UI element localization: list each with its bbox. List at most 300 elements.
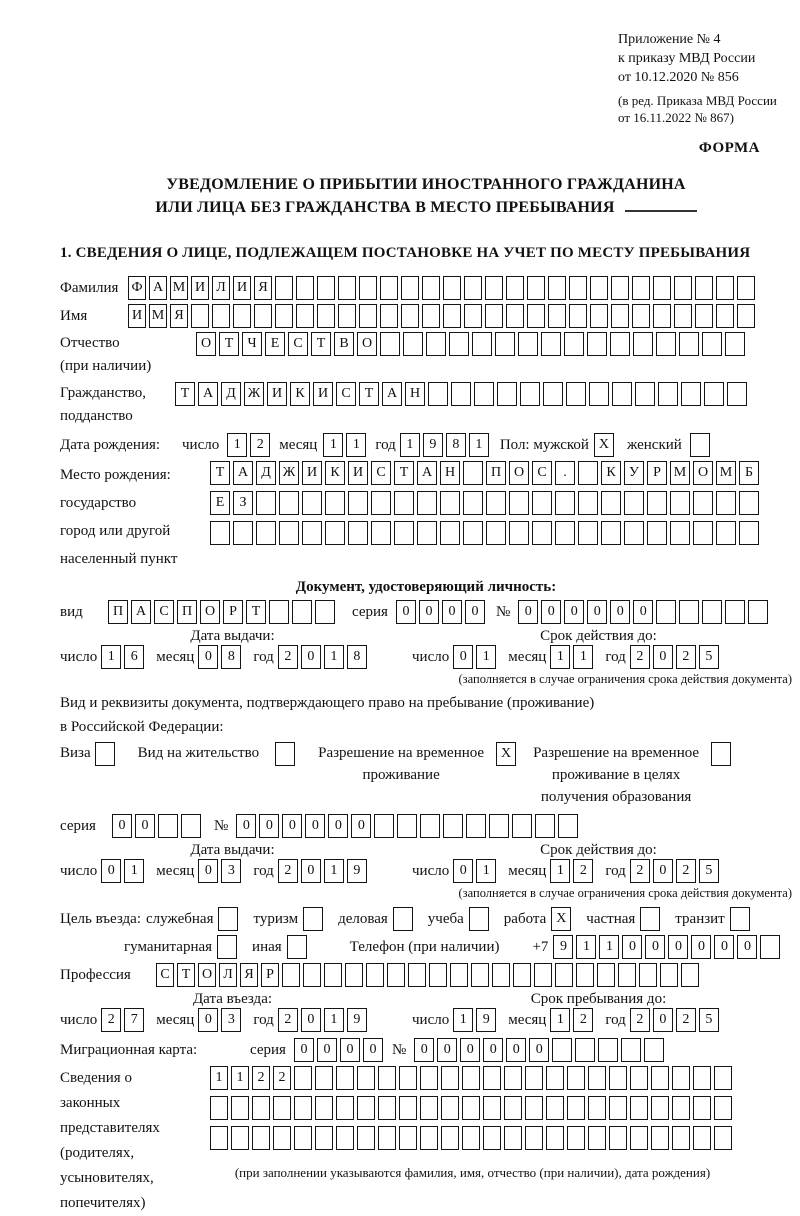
form-cell[interactable]: [727, 382, 747, 406]
work-checkbox[interactable]: [551, 907, 574, 931]
form-cell[interactable]: [474, 382, 494, 406]
form-cell[interactable]: 0: [653, 859, 673, 883]
doc-valid-month-cells[interactable]: [550, 645, 596, 669]
form-cell[interactable]: Ф: [128, 276, 146, 300]
form-cell[interactable]: 2: [676, 859, 696, 883]
form-cell[interactable]: [422, 304, 440, 328]
form-cell[interactable]: X: [594, 433, 614, 457]
form-cell[interactable]: [760, 935, 780, 959]
form-cell[interactable]: [588, 1126, 606, 1150]
form-cell[interactable]: [548, 304, 566, 328]
form-cell[interactable]: [357, 1096, 375, 1120]
form-cell[interactable]: [506, 276, 524, 300]
form-cell[interactable]: 0: [414, 1038, 434, 1062]
form-cell[interactable]: 9: [553, 935, 573, 959]
form-cell[interactable]: [674, 276, 692, 300]
doc-issue-day-cells[interactable]: [101, 645, 147, 669]
form-cell[interactable]: [601, 521, 621, 545]
form-cell[interactable]: [463, 521, 483, 545]
doc-issue-year-cells[interactable]: [278, 645, 370, 669]
form-cell[interactable]: [428, 382, 448, 406]
form-cell[interactable]: З: [233, 491, 253, 515]
form-cell[interactable]: 2: [573, 1008, 593, 1032]
form-cell[interactable]: [466, 814, 486, 838]
form-cell[interactable]: М: [670, 461, 690, 485]
form-cell[interactable]: Д: [256, 461, 276, 485]
form-cell[interactable]: [578, 461, 598, 485]
form-cell[interactable]: [693, 1066, 711, 1090]
form-cell[interactable]: [569, 276, 587, 300]
form-cell[interactable]: [693, 1126, 711, 1150]
form-cell[interactable]: [552, 1038, 572, 1062]
form-cell[interactable]: 0: [301, 1008, 321, 1032]
form-cell[interactable]: [317, 304, 335, 328]
form-cell[interactable]: [426, 332, 446, 356]
sex-female-checkbox[interactable]: [690, 433, 713, 457]
form-cell[interactable]: [399, 1066, 417, 1090]
form-cell[interactable]: [359, 276, 377, 300]
form-cell[interactable]: [504, 1126, 522, 1150]
form-cell[interactable]: М: [149, 304, 167, 328]
form-cell[interactable]: [647, 521, 667, 545]
mig-number-cells[interactable]: [414, 1038, 667, 1062]
form-cell[interactable]: [725, 600, 745, 624]
form-cell[interactable]: [588, 1066, 606, 1090]
form-cell[interactable]: [371, 521, 391, 545]
form-cell[interactable]: [394, 521, 414, 545]
form-cell[interactable]: Т: [246, 600, 266, 624]
form-cell[interactable]: 9: [347, 859, 367, 883]
form-cell[interactable]: 1: [346, 433, 366, 457]
form-cell[interactable]: [394, 491, 414, 515]
form-cell[interactable]: [483, 1126, 501, 1150]
form-cell[interactable]: А: [233, 461, 253, 485]
form-cell[interactable]: [315, 1096, 333, 1120]
form-cell[interactable]: [679, 600, 699, 624]
official-checkbox[interactable]: [218, 907, 241, 931]
form-cell[interactable]: [564, 332, 584, 356]
form-cell[interactable]: [231, 1096, 249, 1120]
form-cell[interactable]: [635, 382, 655, 406]
form-cell[interactable]: [273, 1096, 291, 1120]
visa-checkbox[interactable]: [95, 742, 118, 766]
form-cell[interactable]: 0: [340, 1038, 360, 1062]
mig-series-cells[interactable]: [294, 1038, 386, 1062]
form-cell[interactable]: И: [348, 461, 368, 485]
form-cell[interactable]: 1: [324, 1008, 344, 1032]
form-cell[interactable]: Л: [212, 276, 230, 300]
form-cell[interactable]: .: [555, 461, 575, 485]
form-cell[interactable]: 2: [278, 645, 298, 669]
form-cell[interactable]: [644, 1038, 664, 1062]
form-cell[interactable]: 0: [198, 859, 218, 883]
form-cell[interactable]: 2: [630, 1008, 650, 1032]
form-cell[interactable]: Р: [223, 600, 243, 624]
form-cell[interactable]: И: [302, 461, 322, 485]
form-cell[interactable]: [252, 1096, 270, 1120]
form-cell[interactable]: [420, 814, 440, 838]
form-cell[interactable]: К: [601, 461, 621, 485]
form-cell[interactable]: Т: [219, 332, 239, 356]
form-cell[interactable]: [441, 1096, 459, 1120]
humanitarian-checkbox[interactable]: [217, 935, 240, 959]
form-cell[interactable]: 0: [198, 645, 218, 669]
form-cell[interactable]: [518, 332, 538, 356]
form-cell[interactable]: С: [288, 332, 308, 356]
form-cell[interactable]: 8: [446, 433, 466, 457]
form-cell[interactable]: [624, 521, 644, 545]
representatives-cells-3[interactable]: [210, 1126, 735, 1150]
form-cell[interactable]: Т: [311, 332, 331, 356]
form-cell[interactable]: 1: [599, 935, 619, 959]
form-cell[interactable]: 0: [112, 814, 132, 838]
form-cell[interactable]: О: [509, 461, 529, 485]
form-cell[interactable]: [380, 304, 398, 328]
form-cell[interactable]: [378, 1096, 396, 1120]
other-checkbox[interactable]: [287, 935, 310, 959]
form-cell[interactable]: [647, 491, 667, 515]
form-cell[interactable]: [609, 1096, 627, 1120]
form-cell[interactable]: [483, 1096, 501, 1120]
form-cell[interactable]: 0: [541, 600, 561, 624]
stay-month-cells[interactable]: [550, 1008, 596, 1032]
form-cell[interactable]: [681, 963, 699, 987]
form-cell[interactable]: Я: [254, 276, 272, 300]
form-cell[interactable]: [317, 276, 335, 300]
form-cell[interactable]: [714, 1126, 732, 1150]
form-cell[interactable]: [325, 491, 345, 515]
form-cell[interactable]: [393, 907, 413, 931]
form-cell[interactable]: Р: [261, 963, 279, 987]
form-cell[interactable]: 1: [231, 1066, 249, 1090]
form-cell[interactable]: [210, 1126, 228, 1150]
form-cell[interactable]: 0: [714, 935, 734, 959]
form-cell[interactable]: 1: [323, 433, 343, 457]
form-cell[interactable]: [302, 491, 322, 515]
birth-place-cells-3[interactable]: [210, 521, 762, 545]
form-cell[interactable]: [504, 1096, 522, 1120]
permit-valid-month-cells[interactable]: [550, 859, 596, 883]
form-cell[interactable]: [275, 742, 295, 766]
form-cell[interactable]: [737, 304, 755, 328]
form-cell[interactable]: [609, 1066, 627, 1090]
form-cell[interactable]: 0: [691, 935, 711, 959]
form-cell[interactable]: [495, 332, 515, 356]
form-cell[interactable]: 1: [124, 859, 144, 883]
form-cell[interactable]: Я: [170, 304, 188, 328]
form-cell[interactable]: 1: [400, 433, 420, 457]
form-cell[interactable]: [632, 304, 650, 328]
form-cell[interactable]: [449, 332, 469, 356]
form-cell[interactable]: С: [371, 461, 391, 485]
doc-kind-cells[interactable]: [108, 600, 338, 624]
form-cell[interactable]: [512, 814, 532, 838]
form-cell[interactable]: [486, 491, 506, 515]
form-cell[interactable]: [597, 963, 615, 987]
form-cell[interactable]: [674, 304, 692, 328]
form-cell[interactable]: 2: [630, 859, 650, 883]
form-cell[interactable]: [489, 814, 509, 838]
form-cell[interactable]: 1: [550, 1008, 570, 1032]
form-cell[interactable]: [450, 963, 468, 987]
form-cell[interactable]: 5: [699, 645, 719, 669]
form-cell[interactable]: 2: [630, 645, 650, 669]
form-cell[interactable]: 0: [294, 1038, 314, 1062]
form-cell[interactable]: [338, 304, 356, 328]
form-cell[interactable]: [578, 521, 598, 545]
form-cell[interactable]: А: [198, 382, 218, 406]
form-cell[interactable]: 2: [273, 1066, 291, 1090]
form-cell[interactable]: С: [532, 461, 552, 485]
form-cell[interactable]: [575, 1038, 595, 1062]
form-cell[interactable]: 0: [529, 1038, 549, 1062]
form-cell[interactable]: 0: [101, 859, 121, 883]
form-cell[interactable]: [315, 1126, 333, 1150]
form-cell[interactable]: [612, 382, 632, 406]
form-cell[interactable]: [303, 963, 321, 987]
form-cell[interactable]: [273, 1126, 291, 1150]
form-cell[interactable]: [399, 1126, 417, 1150]
form-cell[interactable]: 5: [699, 1008, 719, 1032]
form-cell[interactable]: 9: [347, 1008, 367, 1032]
form-cell[interactable]: [672, 1096, 690, 1120]
given-name-cells[interactable]: [128, 304, 758, 328]
form-cell[interactable]: [578, 491, 598, 515]
tourism-checkbox[interactable]: [303, 907, 326, 931]
form-cell[interactable]: Я: [240, 963, 258, 987]
entry-month-cells[interactable]: [198, 1008, 244, 1032]
form-cell[interactable]: 1: [550, 859, 570, 883]
form-cell[interactable]: [695, 276, 713, 300]
form-cell[interactable]: [486, 521, 506, 545]
form-cell[interactable]: [587, 332, 607, 356]
form-cell[interactable]: Т: [394, 461, 414, 485]
form-cell[interactable]: [294, 1066, 312, 1090]
form-cell[interactable]: [420, 1126, 438, 1150]
form-cell[interactable]: [590, 304, 608, 328]
form-cell[interactable]: [279, 491, 299, 515]
form-cell[interactable]: [315, 1066, 333, 1090]
form-cell[interactable]: [716, 304, 734, 328]
form-cell[interactable]: 0: [442, 600, 462, 624]
form-cell[interactable]: [640, 907, 660, 931]
form-cell[interactable]: 0: [622, 935, 642, 959]
form-cell[interactable]: 0: [645, 935, 665, 959]
form-cell[interactable]: [212, 304, 230, 328]
form-cell[interactable]: У: [624, 461, 644, 485]
sex-male-checkbox[interactable]: [594, 433, 617, 457]
form-cell[interactable]: [256, 491, 276, 515]
form-cell[interactable]: [441, 1126, 459, 1150]
form-cell[interactable]: [336, 1096, 354, 1120]
form-cell[interactable]: [357, 1126, 375, 1150]
form-cell[interactable]: [548, 276, 566, 300]
form-cell[interactable]: [217, 935, 237, 959]
form-cell[interactable]: [630, 1096, 648, 1120]
form-cell[interactable]: [670, 491, 690, 515]
doc-number-cells[interactable]: [518, 600, 771, 624]
form-cell[interactable]: 1: [210, 1066, 228, 1090]
form-cell[interactable]: [543, 382, 563, 406]
form-cell[interactable]: 2: [676, 1008, 696, 1032]
form-cell[interactable]: [366, 963, 384, 987]
form-cell[interactable]: Д: [221, 382, 241, 406]
form-cell[interactable]: [397, 814, 417, 838]
form-cell[interactable]: И: [191, 276, 209, 300]
form-cell[interactable]: [541, 332, 561, 356]
form-cell[interactable]: [670, 521, 690, 545]
form-cell[interactable]: [725, 332, 745, 356]
form-cell[interactable]: [513, 963, 531, 987]
form-cell[interactable]: [633, 332, 653, 356]
form-cell[interactable]: [504, 1066, 522, 1090]
form-cell[interactable]: [658, 382, 678, 406]
transit-checkbox[interactable]: [730, 907, 753, 931]
form-cell[interactable]: [275, 276, 293, 300]
patronymic-cells[interactable]: [196, 332, 748, 356]
form-cell[interactable]: [325, 521, 345, 545]
form-cell[interactable]: [651, 1066, 669, 1090]
form-cell[interactable]: [387, 963, 405, 987]
form-cell[interactable]: [704, 382, 724, 406]
form-cell[interactable]: 3: [221, 1008, 241, 1032]
form-cell[interactable]: Н: [405, 382, 425, 406]
form-cell[interactable]: [422, 276, 440, 300]
permit-valid-day-cells[interactable]: [453, 859, 499, 883]
form-cell[interactable]: М: [170, 276, 188, 300]
form-cell[interactable]: [292, 600, 312, 624]
form-cell[interactable]: [492, 963, 510, 987]
form-cell[interactable]: [730, 907, 750, 931]
form-cell[interactable]: [653, 276, 671, 300]
form-cell[interactable]: [464, 304, 482, 328]
permit-issue-month-cells[interactable]: [198, 859, 244, 883]
residence-permit-checkbox[interactable]: [275, 742, 298, 766]
form-cell[interactable]: С: [156, 963, 174, 987]
form-cell[interactable]: [462, 1126, 480, 1150]
form-cell[interactable]: [233, 304, 251, 328]
form-cell[interactable]: [716, 276, 734, 300]
form-cell[interactable]: [463, 491, 483, 515]
form-cell[interactable]: [624, 491, 644, 515]
form-cell[interactable]: [294, 1096, 312, 1120]
form-cell[interactable]: [378, 1126, 396, 1150]
citizenship-cells[interactable]: [175, 382, 750, 406]
form-cell[interactable]: [357, 1066, 375, 1090]
form-cell[interactable]: [609, 1126, 627, 1150]
form-cell[interactable]: [693, 1096, 711, 1120]
form-cell[interactable]: Ч: [242, 332, 262, 356]
form-cell[interactable]: [693, 521, 713, 545]
form-cell[interactable]: [282, 963, 300, 987]
form-cell[interactable]: [632, 276, 650, 300]
form-cell[interactable]: [359, 304, 377, 328]
form-cell[interactable]: 5: [699, 859, 719, 883]
form-cell[interactable]: Ж: [244, 382, 264, 406]
form-cell[interactable]: 0: [328, 814, 348, 838]
doc-series-cells[interactable]: [396, 600, 488, 624]
form-cell[interactable]: [408, 963, 426, 987]
form-cell[interactable]: 1: [576, 935, 596, 959]
form-cell[interactable]: [525, 1096, 543, 1120]
form-cell[interactable]: [497, 382, 517, 406]
form-cell[interactable]: [269, 600, 289, 624]
form-cell[interactable]: [443, 276, 461, 300]
surname-cells[interactable]: [128, 276, 758, 300]
form-cell[interactable]: [378, 1066, 396, 1090]
form-cell[interactable]: [672, 1066, 690, 1090]
form-cell[interactable]: [417, 521, 437, 545]
study-checkbox[interactable]: [469, 907, 492, 931]
form-cell[interactable]: [630, 1066, 648, 1090]
form-cell[interactable]: А: [382, 382, 402, 406]
form-cell[interactable]: [287, 935, 307, 959]
form-cell[interactable]: [660, 963, 678, 987]
form-cell[interactable]: Л: [219, 963, 237, 987]
form-cell[interactable]: [567, 1096, 585, 1120]
form-cell[interactable]: 1: [324, 645, 344, 669]
form-cell[interactable]: О: [693, 461, 713, 485]
form-cell[interactable]: [716, 521, 736, 545]
form-cell[interactable]: [509, 491, 529, 515]
form-cell[interactable]: [315, 600, 335, 624]
permit-series-cells[interactable]: [112, 814, 204, 838]
form-cell[interactable]: [534, 963, 552, 987]
form-cell[interactable]: Т: [177, 963, 195, 987]
form-cell[interactable]: [95, 742, 115, 766]
form-cell[interactable]: 0: [301, 859, 321, 883]
form-cell[interactable]: 0: [483, 1038, 503, 1062]
form-cell[interactable]: 8: [347, 645, 367, 669]
form-cell[interactable]: А: [149, 276, 167, 300]
form-cell[interactable]: [567, 1126, 585, 1150]
form-cell[interactable]: [611, 276, 629, 300]
form-cell[interactable]: [618, 963, 636, 987]
form-cell[interactable]: 0: [282, 814, 302, 838]
form-cell[interactable]: И: [313, 382, 333, 406]
form-cell[interactable]: [714, 1096, 732, 1120]
business-checkbox[interactable]: [393, 907, 416, 931]
form-cell[interactable]: И: [267, 382, 287, 406]
form-cell[interactable]: 0: [587, 600, 607, 624]
form-cell[interactable]: 0: [453, 859, 473, 883]
form-cell[interactable]: 1: [324, 859, 344, 883]
form-cell[interactable]: [296, 276, 314, 300]
birth-month-cells[interactable]: [323, 433, 369, 457]
form-cell[interactable]: [336, 1066, 354, 1090]
form-cell[interactable]: [546, 1126, 564, 1150]
form-cell[interactable]: [506, 304, 524, 328]
form-cell[interactable]: 0: [465, 600, 485, 624]
form-cell[interactable]: [639, 963, 657, 987]
form-cell[interactable]: [546, 1096, 564, 1120]
form-cell[interactable]: [546, 1066, 564, 1090]
form-cell[interactable]: [576, 963, 594, 987]
form-cell[interactable]: [739, 491, 759, 515]
permit-number-cells[interactable]: [236, 814, 581, 838]
form-cell[interactable]: [210, 1096, 228, 1120]
form-cell[interactable]: [302, 521, 322, 545]
form-cell[interactable]: Ж: [279, 461, 299, 485]
form-cell[interactable]: [690, 433, 710, 457]
form-cell[interactable]: [702, 332, 722, 356]
form-cell[interactable]: С: [336, 382, 356, 406]
form-cell[interactable]: 1: [476, 859, 496, 883]
form-cell[interactable]: 1: [573, 645, 593, 669]
form-cell[interactable]: [525, 1126, 543, 1150]
form-cell[interactable]: 9: [423, 433, 443, 457]
form-cell[interactable]: 0: [301, 645, 321, 669]
